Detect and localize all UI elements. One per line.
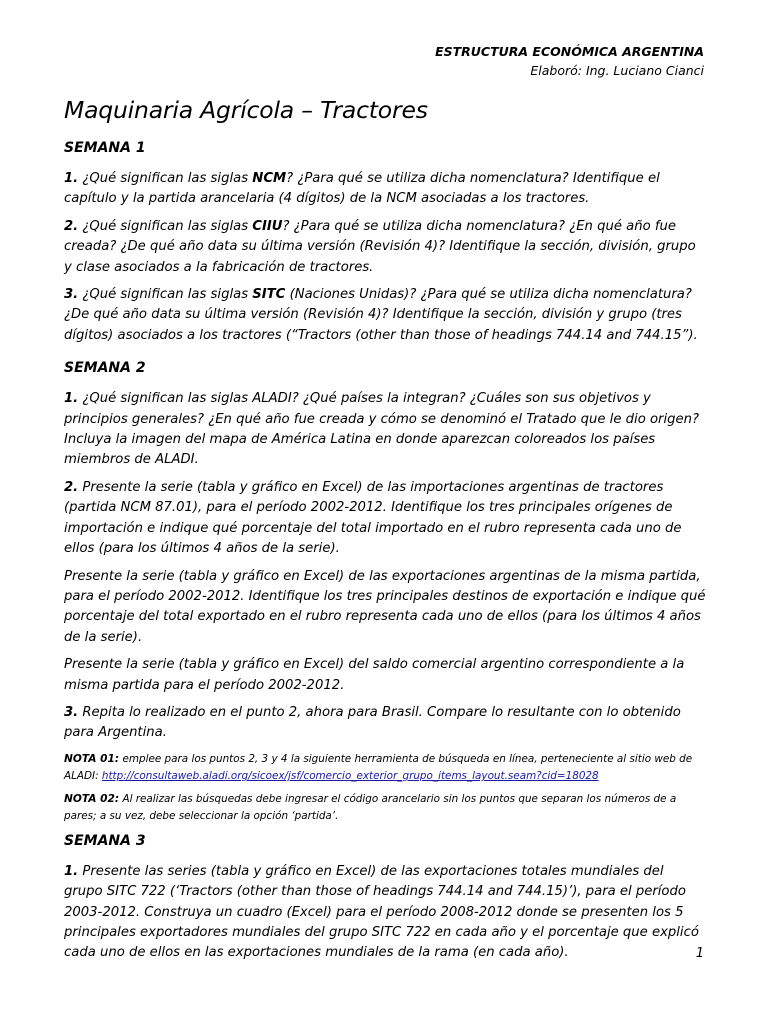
aladi-link[interactable]: http://consultaweb.aladi.org/sicoex/jsf/comercio_exterior_grupo_items_layout.seam?cid=18028 [101,770,599,783]
week2-balance-paragraph: Presente la serie (tabla y gráfico en Excel) del saldo comercial argentino correspondiente a la misma partida para el período 2002-2012. [64,657,685,693]
question-number: 1. [64,863,79,879]
week1-question-3 [64,285,706,346]
week2-exports-paragraph: Presente la serie (tabla y gráfico en Excel) de las exportaciones argentinas de la misma partida, para el período 2002-2012. Identifique los tres principales destinos de exportación e indique qué porcentaje del total exportado en el rubro representa cada uno de ellos (para los últimos 4 años de la serie). [64,568,706,645]
question-number: 1. [64,171,79,186]
document-title: Maquinaria Agrícola – Tractores [64,96,428,124]
note-text: Al realizar las búsquedas debe ingresar el código arancelario sin los puntos que separan los números de a pares; a su vez, debe seleccionar la opción ‘partida’. [64,792,677,823]
question-text: ? ¿Para qué se utiliza dicha nomenclatura? Identifique el capítulo y la partida arancelaria (4 dígitos) de la NCM asociadas a los tractores. [64,171,660,207]
week3-question-1 [64,862,706,964]
week2-heading: SEMANA 2 [64,360,146,377]
question-text: ? ¿Para qué se utiliza dicha nomenclatura? ¿En qué año fue creada? ¿De qué año data su última versión (Revisión 4)? Identifique la sección, división, grupo y clase asociados a la fabricación de tractores. [64,218,696,275]
week2-question-1 [64,389,706,471]
question-text: ¿Qué significan las siglas [78,218,253,234]
question-text: ¿Qué significan las siglas ALADI? ¿Qué países la integran? ¿Cuáles son sus objetivos y principios generales? ¿En qué año fue creada y cómo se denominó el Tratado que le dio origen? Incluya la imagen del mapa de América Latina en donde aparezcan coloreados los países miembros de ALADI. [64,391,699,468]
note-01 [64,751,706,786]
page-number: 1 [695,946,704,961]
note-text: emplee para los puntos 2, 3 y 4 la siguiente herramienta de búsqueda en línea, perteneciente al sitio web de ALADI: [64,752,693,783]
note-label: NOTA 01: [64,752,120,765]
note-label: NOTA 02: [64,792,120,805]
acronym-ciiu: CIIU [252,218,283,234]
week2-question-2 [64,478,706,560]
week1-question-1 [64,169,706,210]
question-text: (Naciones Unidas)? ¿Para qué se utiliza dicha nomenclatura? ¿De qué año data su última versión (Revisión 4)? Identifique la sección, división y grupo (tres dígitos) asociados a los tractores (“Tractors (other than those of headings 744.14 and 744.15”). [64,287,698,343]
week1-heading: SEMANA 1 [64,140,146,156]
acronym-ncm: NCM [252,171,287,186]
question-number: 1. [64,391,79,407]
question-number: 3. [64,704,79,720]
running-header [435,42,704,80]
week3-heading: SEMANA 3 [64,832,146,849]
question-text: ¿Qué significan las siglas [78,171,253,186]
question-number: 2. [64,479,79,495]
question-text: ¿Qué significan las siglas [78,287,253,303]
document-body [64,138,706,971]
header-author: Elaboró: Ing. Luciano Cianci [530,63,704,78]
week1-question-2 [64,217,706,278]
question-text: Repita lo realizado en el punto 2, ahora para Brasil. Compare lo resultante con lo obtenido para Argentina. [64,704,681,741]
question-number: 3. [64,287,79,303]
note-02 [64,791,706,826]
question-text: Presente la serie (tabla y gráfico en Excel) de las importaciones argentinas de tractores (partida NCM 87.01), para el período 2002-2012. Identifique los tres principales orígenes de importación e indique qué porcentaje del total importado en el rubro representa cada uno de ellos (para los últimos 4 años de la serie). [64,479,682,557]
header-course: ESTRUCTURA ECONÓMICA ARGENTINA [435,44,704,59]
question-number: 2. [64,218,79,234]
acronym-sitc: SITC [252,287,286,303]
week2-question-3 [64,703,706,744]
question-text: Presente las series (tabla y gráfico en Excel) de las exportaciones totales mundiales del grupo SITC 722 (‘Tractors (other than those of headings 744.14 and 744.15)’), para el período 2003-2012. Construya un cuadro (Excel) para el período 2008-2012 donde se presenten los 5 principales exportadores mundiales del grupo SITC 722 en cada año y el porcentaje que explicó cada uno de ellos en las exportaciones mundiales de la rama (en cada año). [64,863,699,961]
